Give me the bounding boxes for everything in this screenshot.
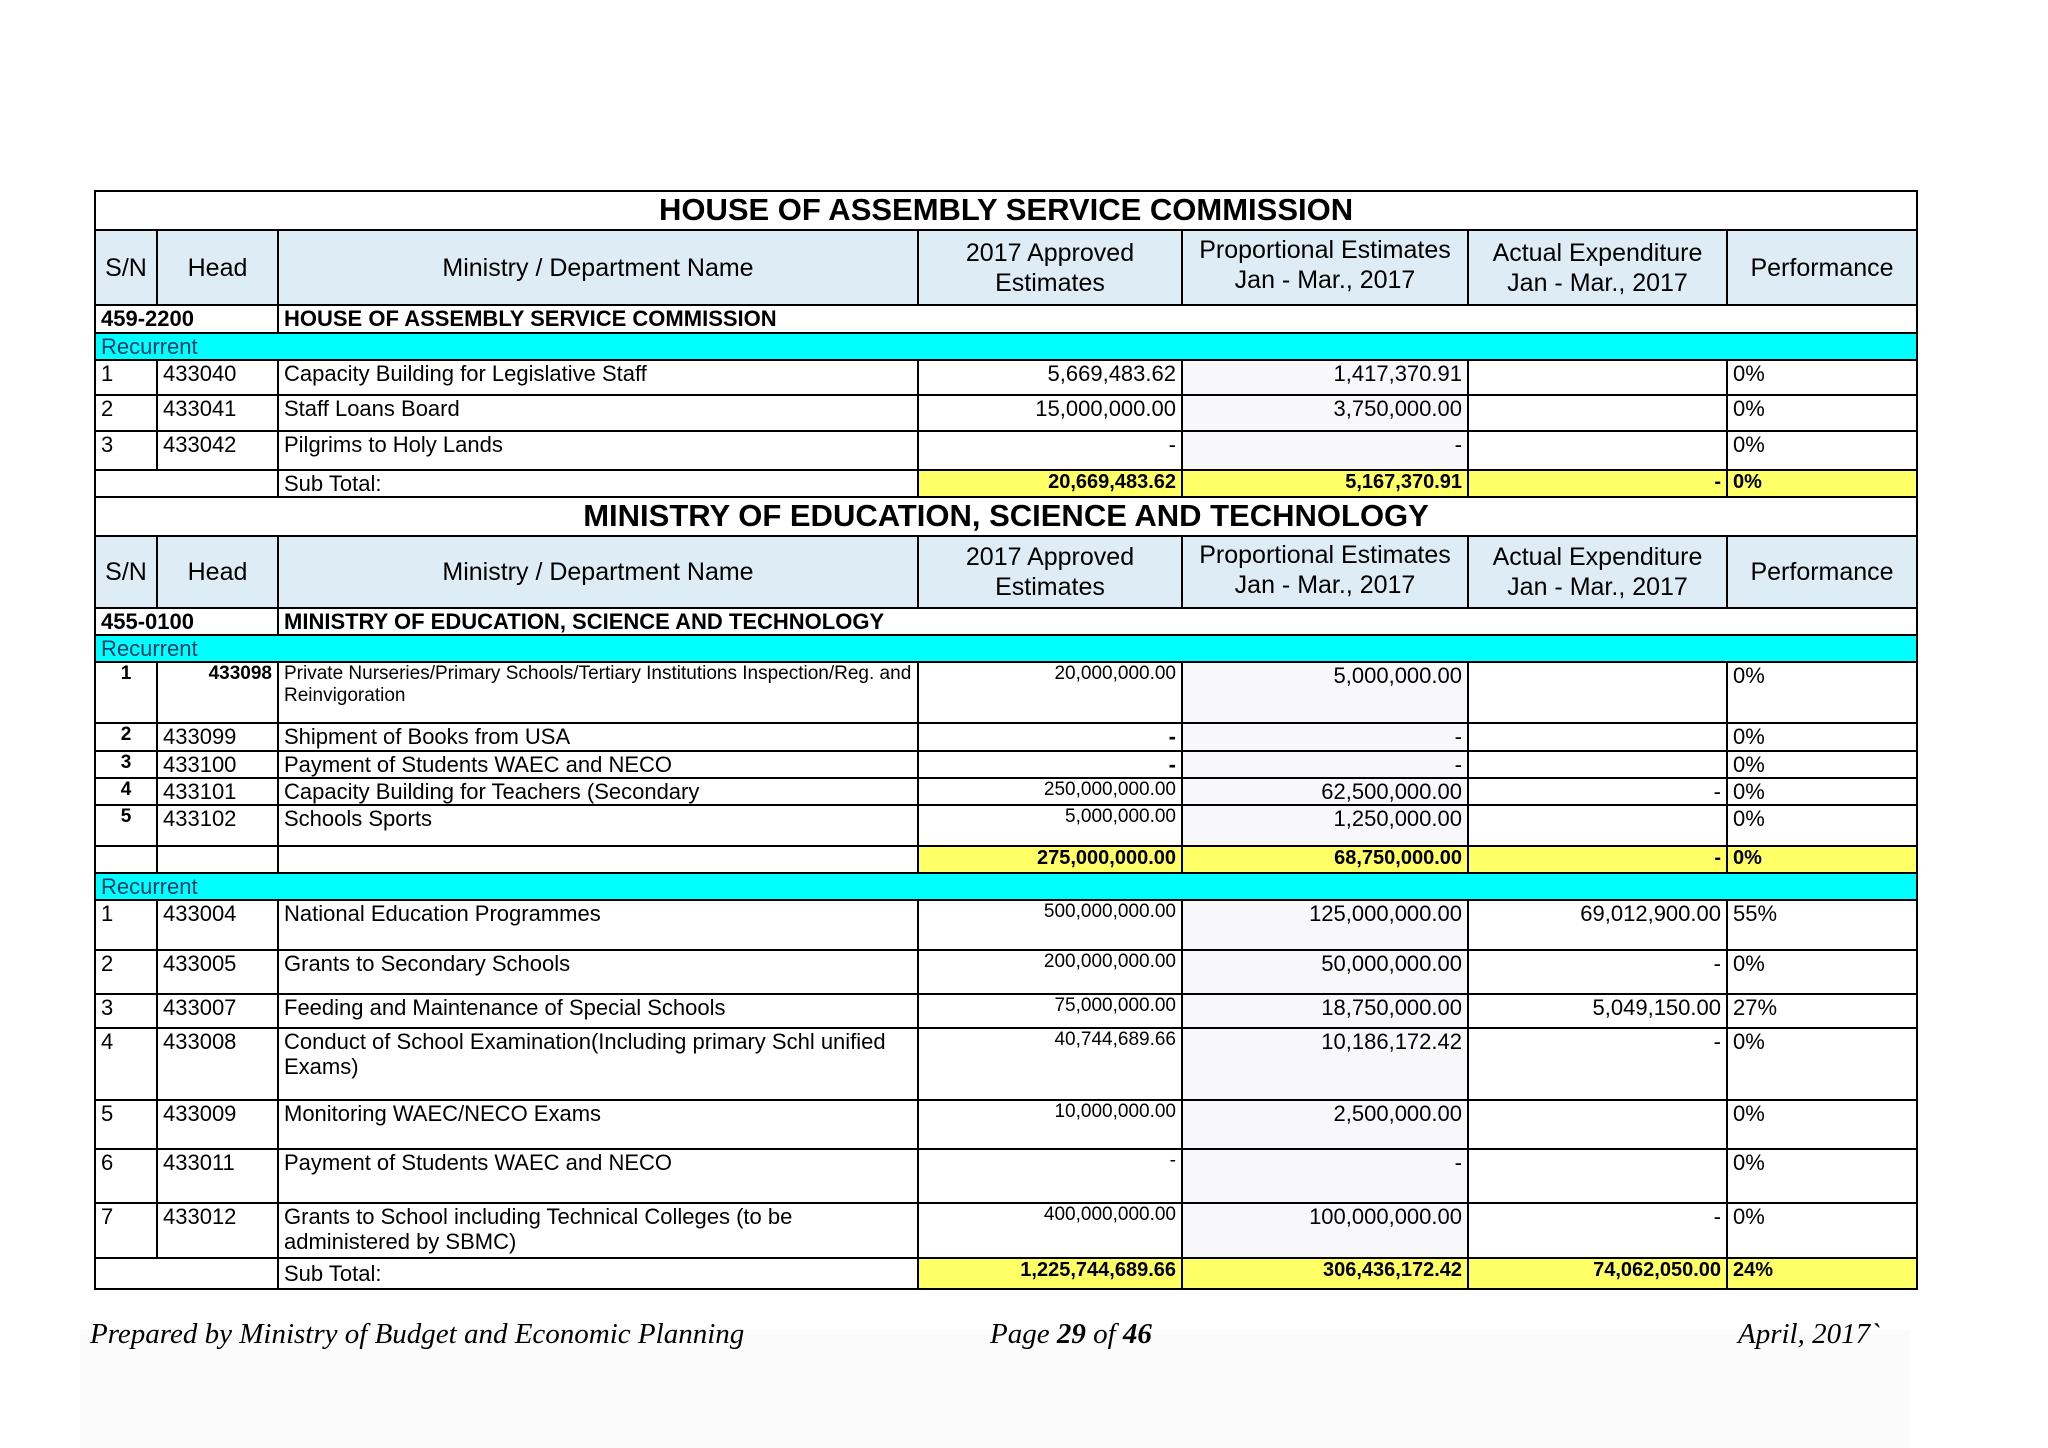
table-row-name: National Education Programmes — [278, 900, 918, 950]
table-row-approved: - — [918, 723, 1182, 750]
table-row-proportional: 125,000,000.00 — [1182, 900, 1468, 950]
table-row-name: Payment of Students WAEC and NECO — [278, 1149, 918, 1203]
table-row-proportional: - — [1182, 1149, 1468, 1203]
col-header-performance: Performance — [1727, 230, 1917, 305]
table-row-head: 433040 — [157, 360, 278, 395]
table-row-performance: 0% — [1727, 1028, 1917, 1100]
subtotal-proportional: 5,167,370.91 — [1182, 470, 1468, 497]
recurrent-band: Recurrent — [95, 333, 1917, 360]
table-row-approved: 75,000,000.00 — [918, 994, 1182, 1028]
table-row-actual — [1468, 805, 1727, 846]
footer-page-of: of — [1093, 1318, 1116, 1350]
group-total-blank — [157, 846, 278, 873]
table-row-head: 433007 — [157, 994, 278, 1028]
table-row-sn: 6 — [95, 1149, 157, 1203]
footer-prepared-by: Prepared by Ministry of Budget and Economic Planning — [90, 1318, 745, 1350]
footer-page-total: 46 — [1122, 1318, 1152, 1350]
table-row-proportional: 18,750,000.00 — [1182, 994, 1468, 1028]
table-row-sn: 5 — [95, 1100, 157, 1149]
col-header-proportional-text: Proportional Estimates Jan - Mar., 2017 — [1199, 541, 1451, 600]
table-row-proportional: 3,750,000.00 — [1182, 395, 1468, 431]
table-row-approved: 40,744,689.66 — [918, 1028, 1182, 1100]
table-row-head: 433011 — [157, 1149, 278, 1203]
table-row-proportional: 50,000,000.00 — [1182, 950, 1468, 994]
table-row-approved: 500,000,000.00 — [918, 900, 1182, 950]
table-row-sn: 5 — [95, 805, 157, 846]
col-header-sn: S/N — [95, 536, 157, 608]
table-row-name: Pilgrims to Holy Lands — [278, 431, 918, 470]
table-row-performance: 0% — [1727, 662, 1917, 723]
table-row-sn: 2 — [95, 950, 157, 994]
table-row-name: Staff Loans Board — [278, 395, 918, 431]
table-row-performance: 0% — [1727, 1100, 1917, 1149]
table-row-name: Feeding and Maintenance of Special Schools — [278, 994, 918, 1028]
table-row-approved: - — [918, 1149, 1182, 1203]
group-total-actual: - — [1468, 846, 1727, 873]
col-header-approved: 2017 Approved Estimates — [918, 536, 1182, 608]
table-row-sn: 7 — [95, 1203, 157, 1258]
table-row-proportional: 1,417,370.91 — [1182, 360, 1468, 395]
table-row-head: 433005 — [157, 950, 278, 994]
dept-name: MINISTRY OF EDUCATION, SCIENCE AND TECHNOLOGY — [278, 608, 1917, 635]
group-total-performance: 0% — [1727, 846, 1917, 873]
group-total-approved: 275,000,000.00 — [918, 846, 1182, 873]
subtotal-proportional: 306,436,172.42 — [1182, 1258, 1468, 1289]
subtotal-performance: 24% — [1727, 1258, 1917, 1289]
table-row-name: Grants to Secondary Schools — [278, 950, 918, 994]
table-row-sn: 3 — [95, 751, 157, 778]
table-row-approved: - — [918, 431, 1182, 470]
table-row-actual — [1468, 723, 1727, 750]
footer-page-number — [990, 1318, 1152, 1351]
table-row-approved: 5,000,000.00 — [918, 805, 1182, 846]
table-row-approved: 15,000,000.00 — [918, 395, 1182, 431]
table-row-head: 433102 — [157, 805, 278, 846]
col-header-performance: Performance — [1727, 536, 1917, 608]
subtotal-actual: - — [1468, 470, 1727, 497]
table-row-name: Monitoring WAEC/NECO Exams — [278, 1100, 918, 1149]
table-row-performance: 0% — [1727, 395, 1917, 431]
group-total-proportional: 68,750,000.00 — [1182, 846, 1468, 873]
col-header-actual: Actual Expenditure Jan - Mar., 2017 — [1468, 230, 1727, 305]
table-row-actual: 5,049,150.00 — [1468, 994, 1727, 1028]
table-row-performance: 0% — [1727, 1203, 1917, 1258]
table-row-proportional: - — [1182, 723, 1468, 750]
table-row-name: Shipment of Books from USA — [278, 723, 918, 750]
table-row-actual — [1468, 1100, 1727, 1149]
table-row-head: 433100 — [157, 751, 278, 778]
table-row-name: Private Nurseries/Primary Schools/Tertiary Institutions Inspection/Reg. and Reinvigoration — [278, 662, 918, 723]
table-row-approved: 200,000,000.00 — [918, 950, 1182, 994]
table-row-actual — [1468, 662, 1727, 723]
subtotal-label: Sub Total: — [278, 470, 918, 497]
col-header-actual: Actual Expenditure Jan - Mar., 2017 — [1468, 536, 1727, 608]
table-row-actual: 69,012,900.00 — [1468, 900, 1727, 950]
table-row-sn: 1 — [95, 360, 157, 395]
table-row-actual: - — [1468, 1028, 1727, 1100]
section-title-education: MINISTRY OF EDUCATION, SCIENCE AND TECHNOLOGY — [95, 497, 1917, 536]
table-row-name: Conduct of School Examination(Including primary Schl unified Exams) — [278, 1028, 918, 1100]
col-header-approved: 2017 Approved Estimates — [918, 230, 1182, 305]
subtotal-approved: 1,225,744,689.66 — [918, 1258, 1182, 1289]
table-row-proportional: 62,500,000.00 — [1182, 778, 1468, 805]
subtotal-approved: 20,669,483.62 — [918, 470, 1182, 497]
table-row-head: 433008 — [157, 1028, 278, 1100]
section-title-house-of-assembly: HOUSE OF ASSEMBLY SERVICE COMMISSION — [95, 191, 1917, 230]
table-row-approved: 250,000,000.00 — [918, 778, 1182, 805]
table-row-sn: 4 — [95, 1028, 157, 1100]
table-row-head: 433042 — [157, 431, 278, 470]
col-header-proportional — [1182, 230, 1468, 305]
col-header-proportional — [1182, 536, 1468, 608]
table-row-actual — [1468, 395, 1727, 431]
table-row-proportional: 100,000,000.00 — [1182, 1203, 1468, 1258]
table-row-actual: - — [1468, 1203, 1727, 1258]
table-row-head: 433099 — [157, 723, 278, 750]
table-row-performance: 0% — [1727, 1149, 1917, 1203]
table-row-actual — [1468, 431, 1727, 470]
table-row-sn: 3 — [95, 994, 157, 1028]
col-header-name: Ministry / Department Name — [278, 536, 918, 608]
footer-date: April, 2017` — [1738, 1318, 1880, 1350]
table-row-performance: 0% — [1727, 723, 1917, 750]
table-row-name: Payment of Students WAEC and NECO — [278, 751, 918, 778]
table-row-approved: 10,000,000.00 — [918, 1100, 1182, 1149]
table-row-proportional: 2,500,000.00 — [1182, 1100, 1468, 1149]
table-row-name: Grants to School including Technical Colleges (to be administered by SBMC) — [278, 1203, 918, 1258]
subtotal-actual: 74,062,050.00 — [1468, 1258, 1727, 1289]
table-row-proportional: 10,186,172.42 — [1182, 1028, 1468, 1100]
table-row-head: 433012 — [157, 1203, 278, 1258]
col-header-sn: S/N — [95, 230, 157, 305]
table-row-performance: 0% — [1727, 805, 1917, 846]
recurrent-band: Recurrent — [95, 873, 1917, 900]
subtotal-blank — [95, 1258, 278, 1289]
table-row-head: 433009 — [157, 1100, 278, 1149]
table-row-approved: 400,000,000.00 — [918, 1203, 1182, 1258]
table-row-performance: 0% — [1727, 751, 1917, 778]
table-row-performance: 0% — [1727, 431, 1917, 470]
subtotal-label: Sub Total: — [278, 1258, 918, 1289]
table-row-approved: 20,000,000.00 — [918, 662, 1182, 723]
table-row-head: 433101 — [157, 778, 278, 805]
table-row-sn: 1 — [95, 900, 157, 950]
group-total-blank — [278, 846, 918, 873]
recurrent-band: Recurrent — [95, 635, 1917, 662]
col-header-head: Head — [157, 536, 278, 608]
table-row-performance: 0% — [1727, 778, 1917, 805]
table-row-proportional: 1,250,000.00 — [1182, 805, 1468, 846]
budget-performance-table — [94, 190, 1918, 1290]
table-row-proportional: 5,000,000.00 — [1182, 662, 1468, 723]
col-header-name: Ministry / Department Name — [278, 230, 918, 305]
table-row-head: 433004 — [157, 900, 278, 950]
table-row-head: 433098 — [157, 662, 278, 723]
table-row-approved: - — [918, 751, 1182, 778]
table-row-head: 433041 — [157, 395, 278, 431]
table-row-performance: 0% — [1727, 950, 1917, 994]
table-row-actual: - — [1468, 778, 1727, 805]
footer-page-prefix: Page — [990, 1318, 1050, 1350]
table-row-sn: 2 — [95, 723, 157, 750]
table-row-sn: 3 — [95, 431, 157, 470]
table-row-proportional: - — [1182, 751, 1468, 778]
table-row-actual — [1468, 1149, 1727, 1203]
group-total-blank — [95, 846, 157, 873]
col-header-head: Head — [157, 230, 278, 305]
table-row-performance: 0% — [1727, 360, 1917, 395]
dept-code: 455-0100 — [95, 608, 278, 635]
dept-code: 459-2200 — [95, 305, 278, 333]
table-row-actual — [1468, 360, 1727, 395]
footer-page-current: 29 — [1056, 1318, 1086, 1350]
col-header-proportional-text: Proportional Estimates Jan - Mar., 2017 — [1199, 235, 1451, 294]
table-row-name: Capacity Building for Legislative Staff — [278, 360, 918, 395]
table-row-approved: 5,669,483.62 — [918, 360, 1182, 395]
table-row-sn: 2 — [95, 395, 157, 431]
table-row-performance: 27% — [1727, 994, 1917, 1028]
table-row-actual — [1468, 751, 1727, 778]
table-row-sn: 4 — [95, 778, 157, 805]
subtotal-performance: 0% — [1727, 470, 1917, 497]
table-row-actual: - — [1468, 950, 1727, 994]
table-row-proportional: - — [1182, 431, 1468, 470]
table-row-name: Schools Sports — [278, 805, 918, 846]
dept-name: HOUSE OF ASSEMBLY SERVICE COMMISSION — [278, 305, 1917, 333]
table-row-performance: 55% — [1727, 900, 1917, 950]
subtotal-blank — [95, 470, 278, 497]
table-row-sn: 1 — [95, 662, 157, 723]
table-row-name: Capacity Building for Teachers (Secondary — [278, 778, 918, 805]
